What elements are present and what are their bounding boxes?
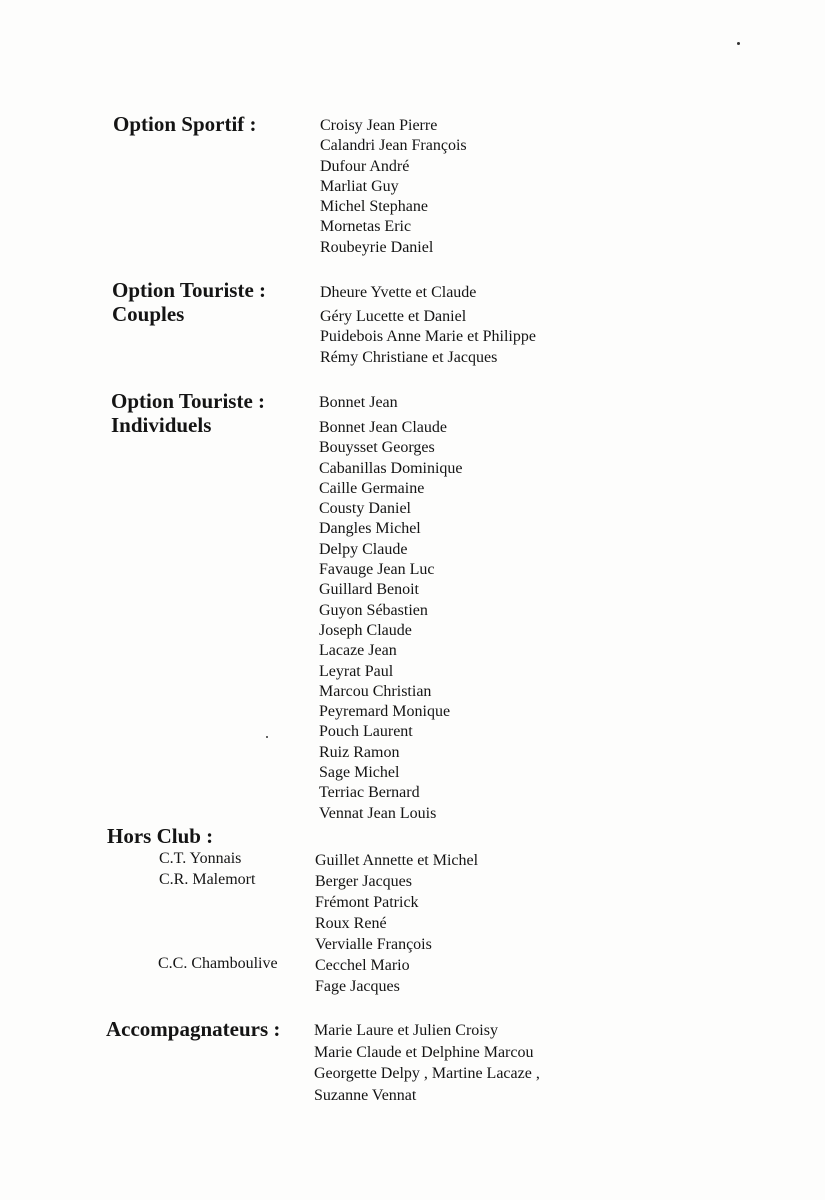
- list-item: Leyrat Paul: [319, 662, 394, 680]
- list-item: Marie Laure et Julien Croisy: [314, 1022, 498, 1039]
- section-heading-accompagnateurs: Accompagnateurs :: [106, 1017, 281, 1041]
- list-item: Lacaze Jean: [319, 642, 397, 660]
- list-item: Delpy Claude: [319, 540, 408, 558]
- name-list-accompagnateurs: [314, 1021, 540, 1107]
- list-item: Vennat Jean Louis: [319, 804, 437, 822]
- club-label-cr-malemort: C.R. Malemort: [159, 871, 256, 888]
- list-item: Guyon Sébastien: [319, 601, 428, 619]
- list-item: Vervialle François: [315, 936, 432, 953]
- list-item: Guillet Annette et Michel: [315, 852, 479, 869]
- scan-speck: [266, 736, 268, 738]
- name-list-cr-malemort: [315, 872, 432, 956]
- list-item: Suzanne Vennat: [314, 1086, 417, 1104]
- list-item: Caille Germaine: [319, 479, 425, 497]
- list-item: Sage Michel: [319, 764, 400, 782]
- list-item: Dufour André: [320, 157, 410, 175]
- list-item: Ruiz Ramon: [319, 743, 400, 761]
- list-item: Bouysset Georges: [319, 439, 435, 457]
- section-subheading-couples: Couples: [112, 302, 185, 326]
- list-item: Cabanillas Dominique: [319, 459, 463, 477]
- list-item: Cousty Daniel: [319, 500, 411, 518]
- list-item: Bonnet Jean Claude: [319, 419, 447, 436]
- section-heading-hors-club: Hors Club :: [107, 824, 214, 848]
- list-item: Dangles Michel: [319, 520, 421, 538]
- list-item: Rémy Christiane et Jacques: [320, 348, 498, 366]
- list-item: Michel Stephane: [320, 198, 428, 216]
- section-subheading-individuels: Individuels: [111, 413, 212, 437]
- name-list-ct-yonnais: [315, 851, 478, 871]
- list-item: Terriac Bernard: [319, 784, 420, 802]
- list-item: Géry Lucette et Daniel: [320, 308, 467, 325]
- section-heading-touriste-couples: Option Touriste :: [112, 278, 267, 302]
- list-item: Guillard Benoit: [319, 581, 419, 599]
- list-item: Berger Jacques: [315, 873, 412, 890]
- section-heading-touriste-individuels: Option Touriste :: [111, 389, 266, 413]
- list-item: Roux René: [315, 915, 387, 932]
- list-item: Calandri Jean François: [320, 137, 467, 155]
- list-item: Marcou Christian: [319, 682, 432, 700]
- list-item: Fage Jacques: [315, 978, 400, 995]
- list-item: Cecchel Mario: [315, 957, 410, 974]
- list-item: Roubeyrie Daniel: [320, 238, 434, 256]
- section-heading-sportif: Option Sportif :: [113, 112, 257, 136]
- list-item: Dheure Yvette et Claude: [320, 284, 477, 301]
- list-item: Marie Claude et Delphine Marcou: [314, 1043, 534, 1061]
- list-item: Bonnet Jean: [319, 394, 398, 411]
- list-item: Mornetas Eric: [320, 218, 412, 236]
- list-item: Joseph Claude: [319, 621, 412, 639]
- name-list-sportif: [320, 116, 467, 258]
- list-item: Peyremard Monique: [319, 703, 451, 721]
- list-item: Favauge Jean Luc: [319, 561, 435, 579]
- club-label-ct-yonnais: C.T. Yonnais: [159, 850, 242, 867]
- list-item: Croisy Jean Pierre: [320, 117, 438, 134]
- list-item: Puidebois Anne Marie et Philippe: [320, 328, 536, 346]
- list-item: Frémont Patrick: [315, 894, 419, 911]
- list-item: Georgette Delpy , Martine Lacaze ,: [314, 1065, 540, 1082]
- club-label-cc-chamboulive: C.C. Chamboulive: [158, 955, 278, 972]
- name-list-cc-chamboulive: [315, 956, 410, 998]
- scan-speck: [737, 42, 740, 45]
- name-list-couples: [320, 283, 536, 368]
- name-list-individuels: [319, 393, 463, 824]
- list-item: Marliat Guy: [320, 177, 399, 195]
- list-item: Pouch Laurent: [319, 723, 413, 741]
